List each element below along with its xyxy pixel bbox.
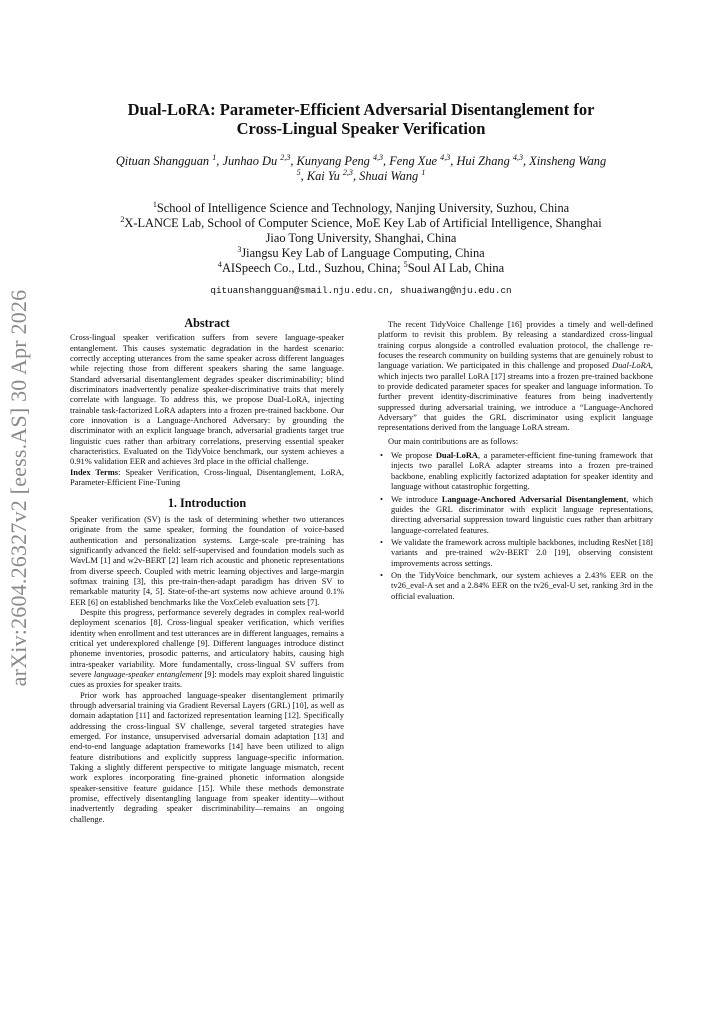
intro-paragraph-2: Despite this progress, performance severely degrades in complex real-world deployment scenarios [8]. Cross-lingual speaker verification, which verifies identity when enrollment and test utterances are in different languages, remains a critical yet underexplored challenge [9]. Different languages introduce distinct phoneme inventories, prosodic patterns, and articulatory habits, causing high intra-speaker variability. More fundamentally, cross-lingual SV suffers from severe language-speaker entanglement [9]: models may exploit shared linguistic cues as proxies for speaker traits. [70,606,344,690]
index-terms [70,467,344,488]
bullet-icon: • [380,450,383,461]
intro-paragraph-3: Prior work has approached language-speaker disentanglement primarily through adversarial training via Gradient Reversal Layers (GRL) [10], as well as domain adaptation [11] and factorized representation learning [12]. Specifically addressing the cross-lingual SV challenge, several targeted strategies have emerged. For instance, unsupervised adversarial domain adaptation [13] and end-to-end language adaptation frameworks [14] have been utilized to align feature distributions and explicitly suppress language-specific information. Taking a slightly different perspective to mitigate language mismatch, recent work explores incorporating fine-grained phonetic information alongside speaker-sensitive feature guidance [15]. While these methods demonstrate promise, effectively disentangling language from speaker identity—without inadvertently degrading speaker discriminability—remains an ongoing challenge. [70,689,344,824]
author: Qituan Shangguan $^1$ [115,152,217,168]
bullet-icon: • [380,493,383,504]
right-column [378,319,653,603]
author: Hui Zhang $^{4,3}$ [456,152,523,168]
title-line-1: Dual-LoRA: Parameter-Efficient Adversarial Disentanglement for [127,100,595,119]
list-item: • We validate the framework across multiple backbones, including ResNet [18] variants and pre-trained w2v-BERT 2.0 [19], observing consistent improvements across settings. [380,536,653,568]
left-column [70,318,344,824]
affiliation-list [70,201,652,276]
affiliation: $^4$AISpeech Co., Ltd., Suzhou, China; $^5$Soul AI Lab, China [217,259,505,275]
affiliation: $^2$X-LANCE Lab, School of Computer Science, MoE Key Lab of Artificial Intelligence, Shanghai [120,214,602,230]
email-line: qituanshangguan@smail.nju.edu.cn, shuaiwang@nju.edu.cn [210,285,512,296]
intro-paragraph-1: Speaker verification (SV) is the task of determining whether two utterances originate from the same speaker, forming the foundation of voice-based authentication and personalization systems. Large-scale pre-training has significantly advanced the field: self-supervised and foundation models such as WavLM [1] and w2v-BERT [2] learn rich acoustic and phonetic representations from diverse speech. Coupled with metric learning objectives and large-margin softmax training [3], this pre-train-then-adapt paradigm has driven SV to remarkable maturity [4, 5]. State-of-the-art systems now achieve around 0.1% EER [6] on established benchmarks like the VoxCeleb evaluation sets [7]. [70,513,344,607]
author: Kunyang Peng $^{4,3}$ [296,152,384,168]
bullet-icon: • [380,569,383,580]
intro-heading: 1. Introduction [167,495,247,510]
author: Kai Yu $^{2,3}$ [306,167,353,183]
contribution-list [378,450,653,601]
affiliation: $^1$School of Intelligence Science and Technology, Nanjing University, Suzhou, China [152,199,570,215]
index-terms-label: Index Terms [70,466,119,477]
intro-paragraph-4: The recent TidyVoice Challenge [16] provides a timely and well-defined platform to revisit this problem. By releasing a standardized cross-lingual training corpus alongside a controlled evaluation protocol, the challenge re-focuses the research community on building systems that are genuinely robust to language variation. We participated in this challenge and proposed Dual-LoRA, which injects two parallel LoRA [17] streams into a frozen pre-trained backbone to provide dedicated parameter spaces for speaker and language information. To further prevent identity-discriminative features from being inadvertently suppressed during adversarial training, we introduce a “Language-Anchored Adversary” that guides the GRL discriminator using explicit language representations derived from the language LoRA stream. [378,319,653,433]
author: Junhao Du $^{2,3}$ [222,152,291,168]
index-terms-text: : Speaker Verification, Cross-lingual, Disentanglement, LoRA, Parameter-Efficient Fine-Tuning [70,466,344,488]
list-item: • We propose Dual-LoRA, a parameter-efficient fine-tuning framework that injects two parallel LoRA adapter streams into a frozen pre-trained backbone, enabling explicitly factorized adaptation for speaker identity and language without catastrophic forgetting. [380,450,653,492]
abstract-heading: Abstract [184,316,230,330]
contributions-intro: Our main contributions are as follows: [388,435,519,446]
author: Shuai Wang $^1$ [359,167,426,183]
list-item: • We introduce Language-Anchored Adversarial Disentanglement, which guides the GRL discriminator with explicit language representations, directing adversarial suppression toward linguistic cues rather than arbitrary language-correlated features. [380,493,654,535]
affiliation: $^3$Jiangsu Key Lab of Language Computing, China [237,244,485,260]
bullet-icon: • [380,536,383,547]
author: Xinsheng Wang $^5$ [296,154,607,177]
abstract-text: Cross-lingual speaker verification suffers from severe language-speaker entanglement. This causes systematic degradation in the hardest scenario: correctly accepting utterances from the same speaker across different languages while rejecting those from different speakers sharing the same language. Standard adversarial disentanglement degrades speaker discriminability; blind discriminators inadvertently penalize speaker-discriminative traits that merely correlate with language. To address this, we propose Dual-LoRA, injecting trainable task-factorized LoRA adapters into a frozen pre-trained backbone. Our core innovation is a Language-Anchored Adversary: by grounding the discriminator with an explicit language branch, adversarial gradients target true linguistic cues rather than arbitrary correlations, preserving essential speaker characteristics. Evaluated on the TidyVoice benchmark, our system achieves a 0.91% validation EER and achieves 3rd place in the official challenge. [70,332,344,467]
paper-title [70,100,652,138]
author-list: Qituan Shangguan $^1$, Junhao Du $^{2,3}$, Kunyang Peng $^{4,3}$, Feng Xue $^{4,3}$, Hui Zhang $^{4,3}$, Xinsheng Wang $^5$, Kai Yu $^{2,3}$, Shuai Wang $^1$ [115,152,607,183]
title-line-2: Cross-Lingual Speaker Verification [236,119,486,138]
author: Feng Xue $^{4,3}$ [389,152,451,168]
affiliation: Jiao Tong University, Shanghai, China [265,231,457,245]
list-item: • On the TidyVoice benchmark, our system achieves a 2.43% EER on the tv26_eval-A set and a 2.84% EER on the tv26_eval-U set, ranking 3rd in the official evaluation. [380,569,653,601]
arxiv-watermark: arXiv:2604.26327v2 [eess.AS] 30 Apr 2026 [6,289,31,686]
